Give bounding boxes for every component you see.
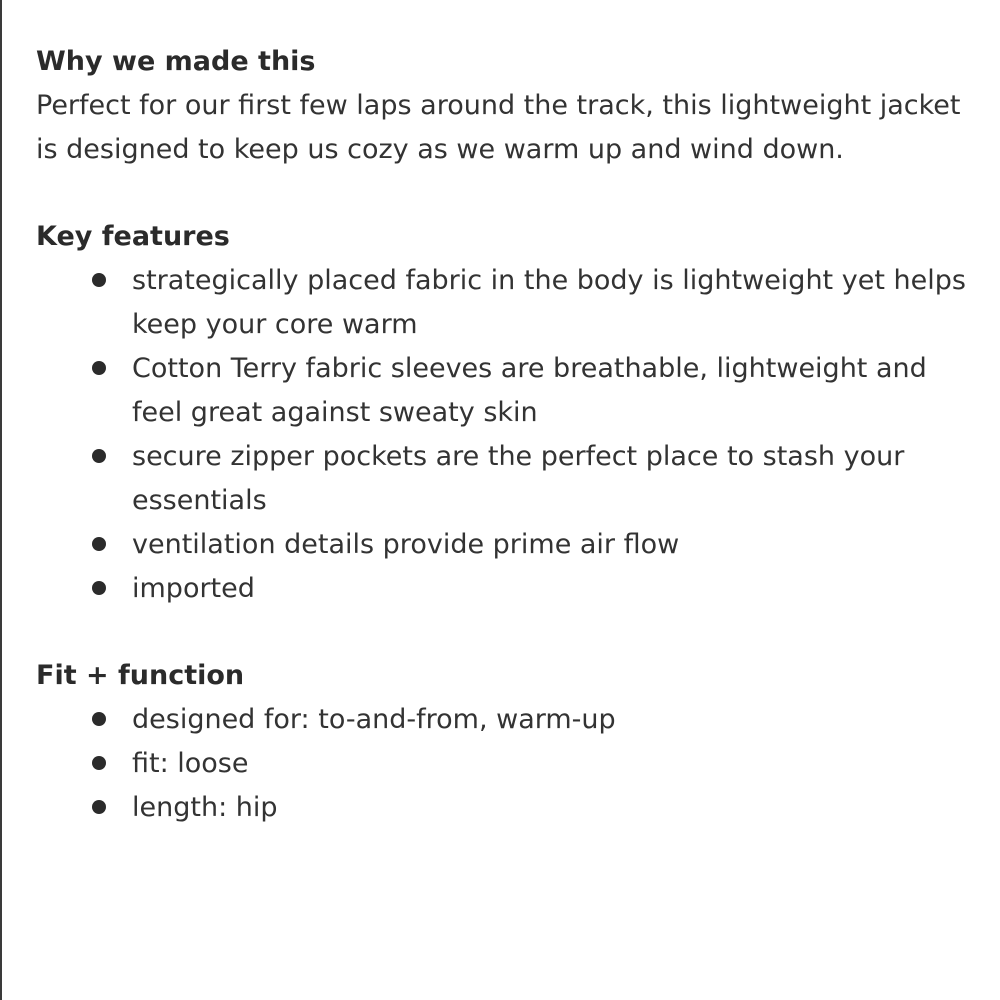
bullet-icon [92,581,106,595]
list-item [36,347,976,435]
list-item-text: imported [132,573,255,604]
bullet-icon [92,712,106,726]
key-features-heading: Key features [36,221,230,252]
left-border-line [0,0,2,1000]
fit-function-heading: Fit + function [36,660,245,691]
bullet-icon [92,273,106,287]
list-item-text: length: hip [132,792,278,823]
list-item-text: secure zipper pockets are the perfect place to stash your essentials [132,441,905,516]
list-item [36,523,976,567]
why-heading: Why we made this [36,46,316,77]
list-item [36,698,976,742]
list-item-text: ventilation details provide prime air flow [132,529,680,560]
list-item [36,435,976,523]
list-item-text: fit: loose [132,748,249,779]
why-we-made-this-section [36,40,976,172]
key-features-section [36,215,976,611]
product-description [36,40,976,873]
bullet-icon [92,537,106,551]
bullet-icon [92,361,106,375]
list-item [36,259,976,347]
bullet-icon [92,449,106,463]
fit-function-list [36,698,976,830]
key-features-list [36,259,976,611]
list-item-text: strategically placed fabric in the body is lightweight yet helps keep your core warm [132,265,966,340]
fit-function-section [36,654,976,830]
list-item [36,567,976,611]
list-item [36,742,976,786]
list-item-text: designed for: to-and-from, warm-up [132,704,616,735]
list-item [36,786,976,830]
list-item-text: Cotton Terry fabric sleeves are breathable, lightweight and feel great against sweaty skin [132,353,927,428]
why-body: Perfect for our first few laps around the track, this lightweight jacket is designed to keep us cozy as we warm up and wind down. [36,90,961,165]
bullet-icon [92,800,106,814]
bullet-icon [92,756,106,770]
